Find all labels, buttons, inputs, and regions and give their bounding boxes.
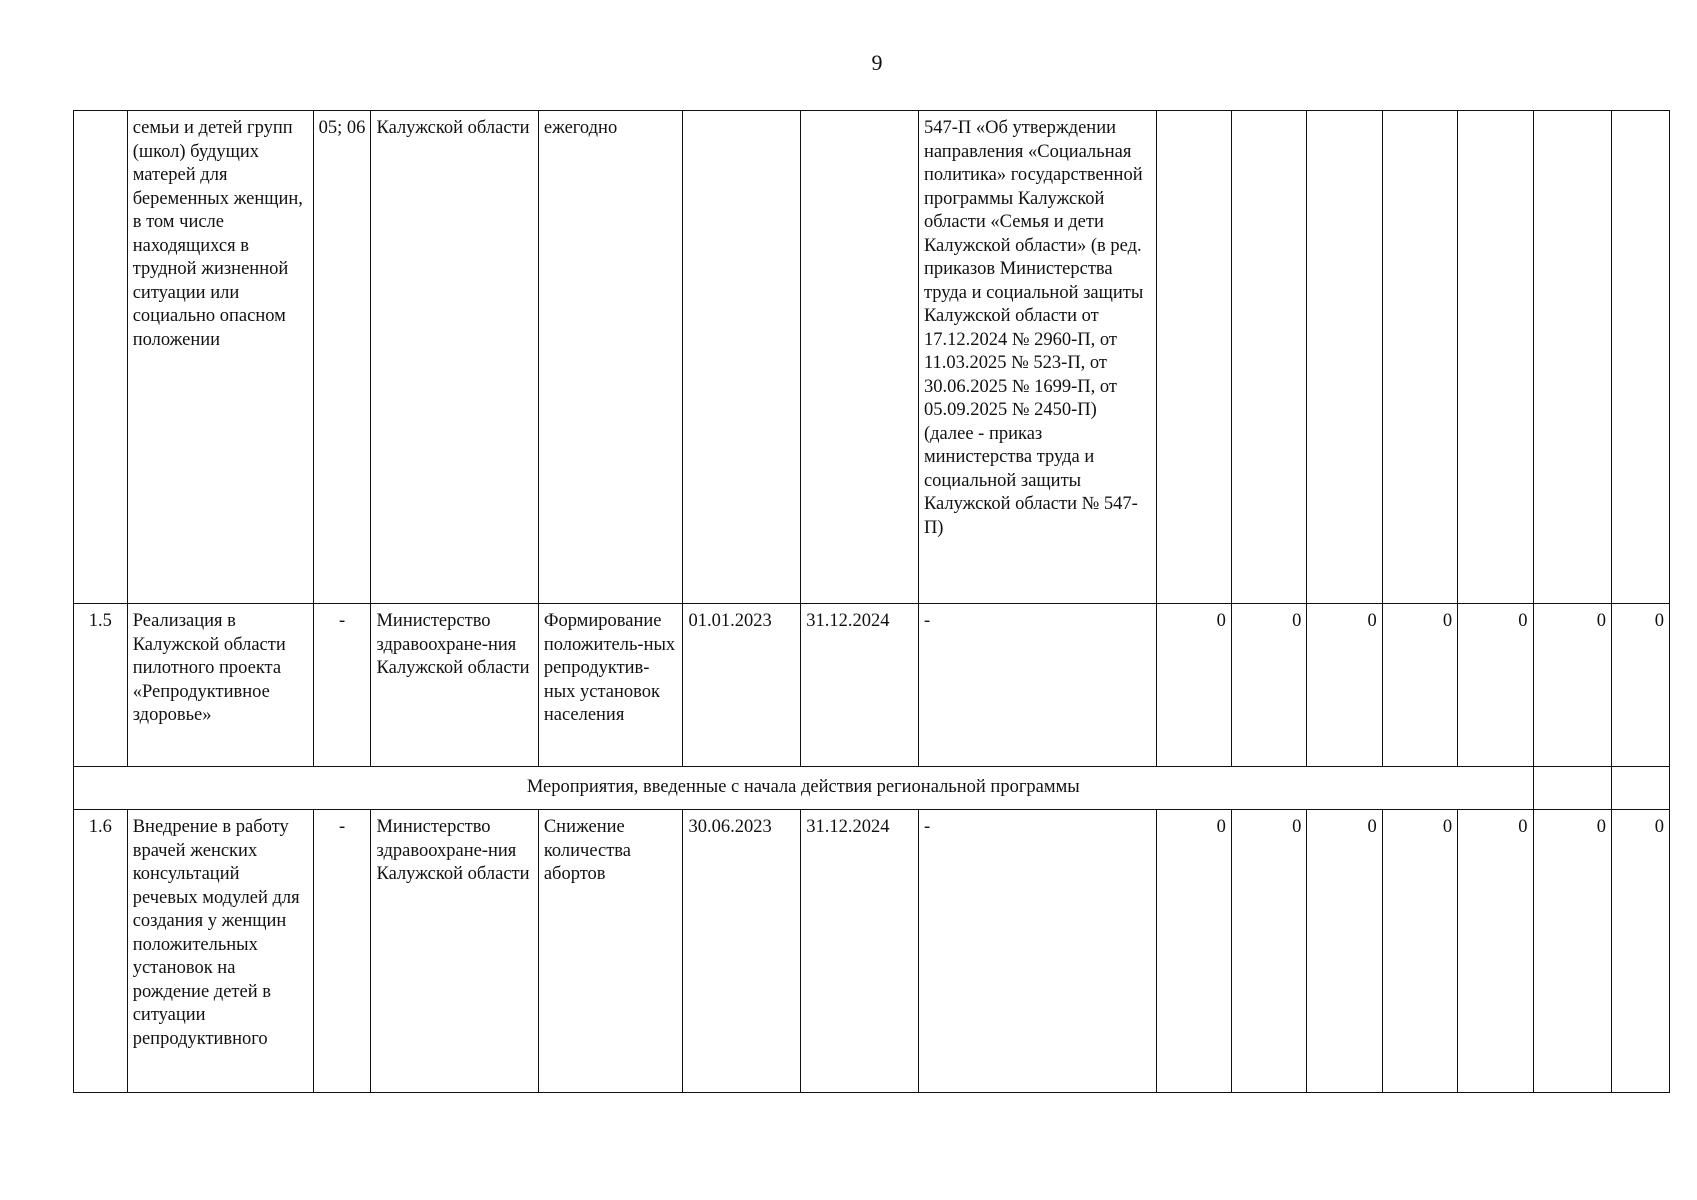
value-cell: 0 xyxy=(1156,604,1231,767)
measure-end xyxy=(801,111,919,604)
measure-end: 31.12.2024 xyxy=(801,604,919,767)
row-number: 1.6 xyxy=(74,810,128,1093)
page-number: 9 xyxy=(871,50,883,75)
value-cell: 0 xyxy=(1231,810,1306,1093)
row-number: 1.5 xyxy=(74,604,128,767)
measure-start: 30.06.2023 xyxy=(683,810,801,1093)
measure-basis: - xyxy=(918,810,1156,1093)
measure-code: 05; 06 xyxy=(313,111,371,604)
measure-code: - xyxy=(313,604,371,767)
value-cell: 0 xyxy=(1307,810,1382,1093)
value-cell: 0 xyxy=(1307,604,1382,767)
measure-start xyxy=(683,111,801,604)
value-cell xyxy=(1612,111,1670,604)
value-cell: 0 xyxy=(1612,604,1670,767)
measure-result: Снижение количества абортов xyxy=(538,810,683,1093)
value-cell: 0 xyxy=(1458,604,1533,767)
table-row xyxy=(74,810,1670,1093)
value-cell: 0 xyxy=(1458,810,1533,1093)
value-cell: 0 xyxy=(1156,810,1231,1093)
measure-executor: Калужской области xyxy=(371,111,538,604)
value-cell: 0 xyxy=(1612,810,1670,1093)
section-header-row xyxy=(74,767,1670,810)
measure-executor: Министерство здравоохране-ния Калужской области xyxy=(371,604,538,767)
value-cell: 0 xyxy=(1533,604,1612,767)
measure-start: 01.01.2023 xyxy=(683,604,801,767)
value-cell xyxy=(1533,111,1612,604)
value-cell xyxy=(1156,111,1231,604)
value-cell: 0 xyxy=(1231,604,1306,767)
measure-result: Формирование положитель-ных репродуктив-ных установок населения xyxy=(538,604,683,767)
measure-basis: 547-П «Об утверждении направления «Социальная политика» государственной программы Калужской области «Семья и дети Калужской области» (в ред. приказов Министерства труда и социальной защиты Калужской области от 17.12.2024 № 2960-П, от 11.03.2025 № 523-П, от 30.06.2025 № 1699-П, от 05.09.2025 № 2450-П) (далее - приказ министерства труда и социальной защиты Калужской области № 547-П) xyxy=(918,111,1156,604)
table-row xyxy=(74,111,1670,604)
value-cell: 0 xyxy=(1382,810,1457,1093)
measure-executor: Министерство здравоохране-ния Калужской области xyxy=(371,810,538,1093)
table-row xyxy=(74,604,1670,767)
value-cell xyxy=(1307,111,1382,604)
measure-name: семьи и детей групп (школ) будущих матерей для беременных женщин, в том числе находящихся в трудной жизненной ситуации или социально опасном положении xyxy=(127,111,313,604)
measure-result: ежегодно xyxy=(538,111,683,604)
measure-basis: - xyxy=(918,604,1156,767)
section-header: Мероприятия, введенные с начала действия региональной программы xyxy=(74,767,1534,810)
measure-end: 31.12.2024 xyxy=(801,810,919,1093)
measures-table xyxy=(73,110,1670,1093)
measure-name: Внедрение в работу врачей женских консультаций речевых модулей для создания у женщин положительных установок на рождение детей в ситуации репродуктивного xyxy=(127,810,313,1093)
value-cell: 0 xyxy=(1533,810,1612,1093)
value-cell xyxy=(1382,111,1457,604)
row-number xyxy=(74,111,128,604)
value-cell xyxy=(1458,111,1533,604)
measure-name: Реализация в Калужской области пилотного проекта «Репродуктивное здоровье» xyxy=(127,604,313,767)
empty-cell xyxy=(1612,767,1670,810)
value-cell xyxy=(1231,111,1306,604)
measure-code: - xyxy=(313,810,371,1093)
value-cell: 0 xyxy=(1382,604,1457,767)
empty-cell xyxy=(1533,767,1612,810)
